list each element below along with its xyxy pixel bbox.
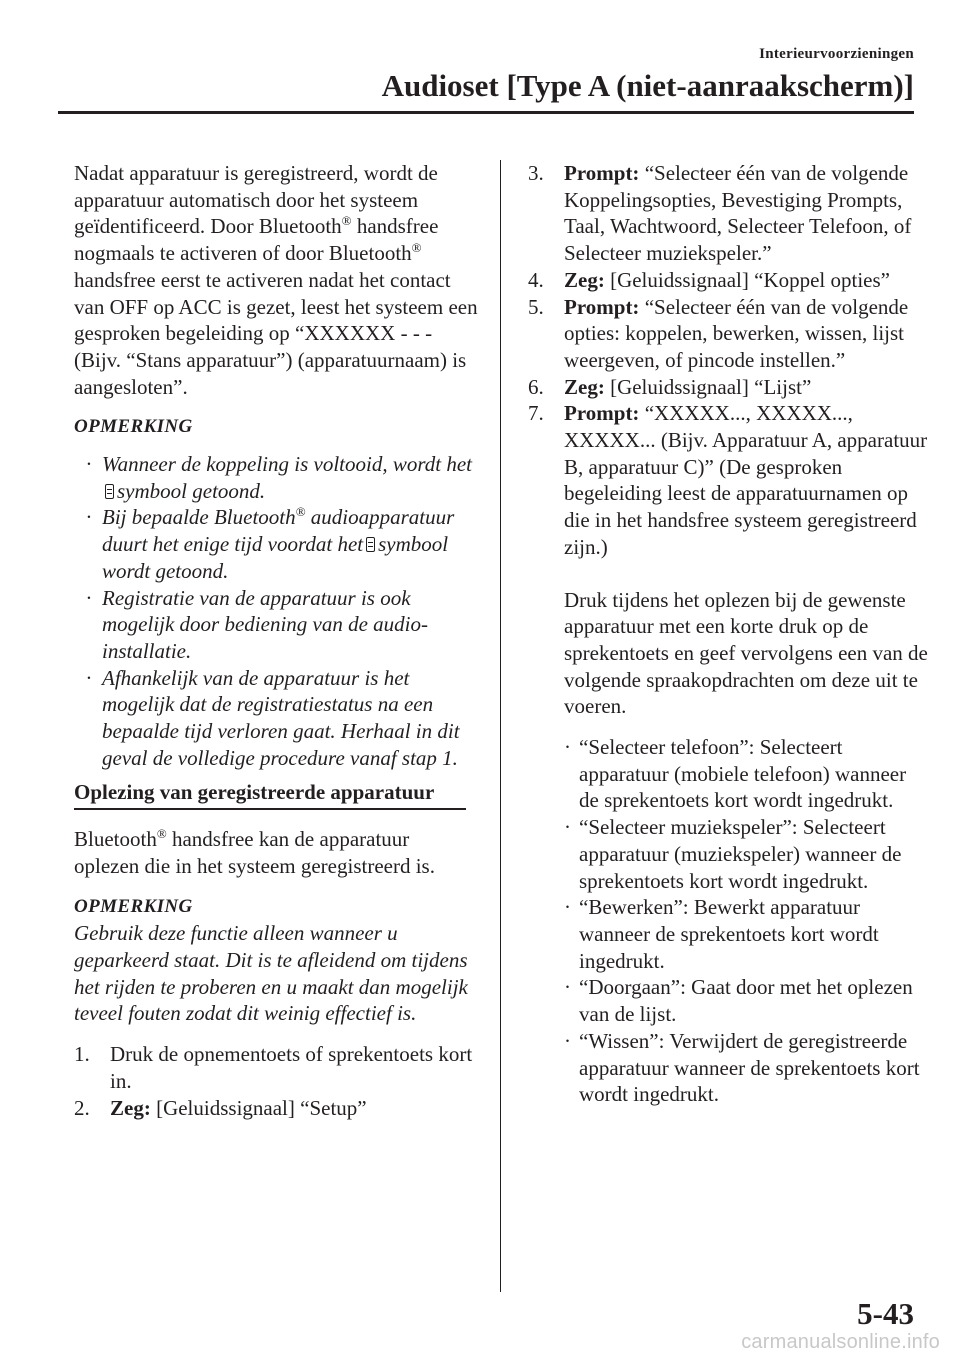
left-column: [74, 160, 478, 1121]
list-item: · Afhankelijk van de apparatuur is het mogelijk dat de registratiestatus na een bepaalde tijd verloren gaat. Herhaal in dit geval de volledige procedure vanaf stap 1.: [86, 665, 460, 770]
section-paragraph: Bluetooth® handsfree kan de apparatuur oplezen die in het systeem geregistreerd is.: [74, 826, 435, 878]
step-item: 3. Prompt: “Selecteer één van de volgende Koppelingsopties, Bevestiging Prompts, Taal, Wachtwoord, Selecteer Telefoon, of Selecteer muziekspeler.”: [528, 161, 912, 266]
page-title: Audioset [Type A (niet-aanraakscherm)]: [381, 68, 914, 103]
list-item: · Bij bepaalde Bluetooth® audioapparatuur duurt het enige tijd voordat het symbool wordt getoond.: [86, 504, 455, 583]
step-item: 7. Prompt: “XXXXX..., XXXXX..., XXXXX... (Bijv. Apparatuur A, apparatuur B, apparatuur C)” (De gesproken begeleiding leest de apparatuurnamen op die in het handsfree systeem geregistreerd zijn.): [528, 401, 928, 559]
section-heading: Oplezing van geregistreerde apparatuur: [74, 779, 466, 810]
sub-paragraph: Druk tijdens het oplezen bij de gewenste apparatuur met een korte druk op de sprekentoets en geef vervolgens een van de volgende spraakopdrachten om deze uit te voeren.: [564, 587, 928, 719]
step-item: 4. Zeg: [Geluidssignaal] “Koppel opties”: [528, 267, 890, 292]
steps-list: [528, 160, 928, 561]
phone-icon: [105, 484, 114, 499]
note-heading: OPMERKING: [74, 895, 193, 917]
step-item: 6. Zeg: [Geluidssignaal] “Lijst”: [528, 374, 812, 399]
note-heading: OPMERKING: [74, 416, 193, 438]
list-item: · Registratie van de apparatuur is ook mogelijk door bediening van de audio-installatie.: [86, 585, 429, 663]
page-number: 5-43: [857, 1296, 914, 1331]
steps-list: [74, 1041, 478, 1121]
list-item: · “Wissen”: Verwijdert de geregistreerde apparatuur wanneer de sprekentoets kort wordt ingedrukt.: [564, 1028, 920, 1107]
header-rule: [58, 111, 914, 114]
phone-icon: [366, 537, 375, 552]
command-list: [528, 734, 928, 1108]
right-column: [528, 160, 928, 1108]
step-item: 2. Zeg: [Geluidssignaal] “Setup”: [74, 1095, 367, 1120]
column-divider: [500, 160, 501, 1292]
step-item: 5. Prompt: “Selecteer één van de volgende opties: koppelen, bewerken, wissen, lijst weergeven, of pincode instellen.”: [528, 294, 909, 372]
list-item: · “Doorgaan”: Gaat door met het oplezen van de lijst.: [564, 975, 913, 1027]
list-item: · “Bewerken”: Bewerkt apparatuur wanneer de sprekentoets kort wordt ingedrukt.: [564, 895, 879, 973]
step-item: 1. Druk de opnementoets of sprekentoets kort in.: [74, 1042, 473, 1093]
watermark: carmanualsonline.info: [741, 1331, 940, 1353]
section-label: Interieurvoorzieningen: [759, 46, 914, 62]
list-item: · “Selecteer muziekspeler”: Selecteert apparatuur (muziekspeler) wanneer de sprekentoets kort wordt ingedrukt.: [564, 815, 902, 893]
list-item: · “Selecteer telefoon”: Selecteert apparatuur (mobiele telefoon) wanneer de sprekentoets kort wordt ingedrukt.: [564, 735, 907, 813]
note-bullet-list: [74, 451, 478, 771]
intro-paragraph: Nadat apparatuur is geregistreerd, wordt de apparatuur automatisch door het systeem geïdentificeerd. Door Bluetooth® handsfree nogmaals te activeren of door Bluetooth® handsfree eerst te activeren nadat het contact van OFF op ACC is gezet, leest het systeem een gesproken begeleiding op “XXXXXX - - - (Bijv. “Stans apparatuur”) (apparatuurnaam) is aangesloten”.: [74, 161, 478, 399]
note-paragraph: Gebruik deze functie alleen wanneer u geparkeerd staat. Dit is te afleidend om tijdens het rijden te proberen en u maakt dan mogelijk teveel fouten zodat dit weinig effectief is.: [74, 921, 468, 1026]
list-item: · Wanneer de koppeling is voltooid, wordt hetsymbool getoond.: [86, 452, 472, 503]
